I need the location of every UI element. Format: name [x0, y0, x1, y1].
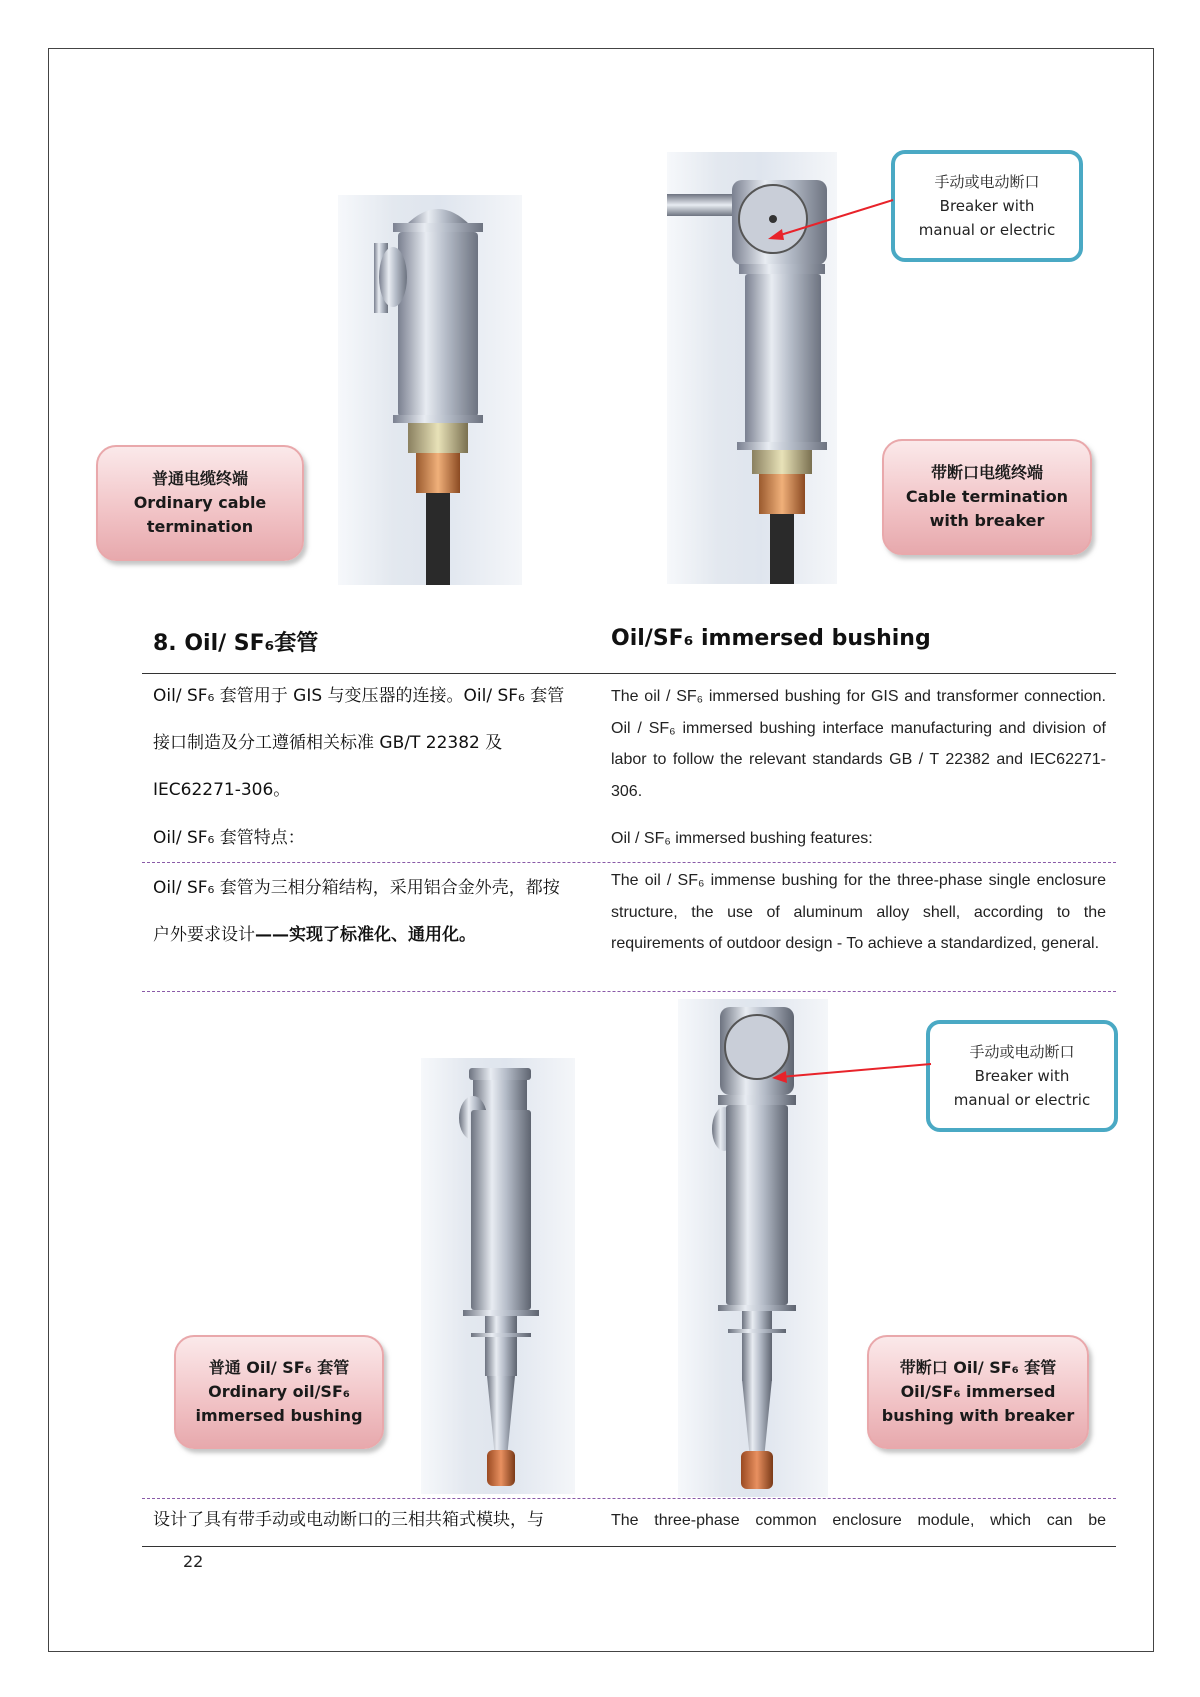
- label-line: Ordinary oil/SF₆: [208, 1382, 350, 1401]
- para3-zh: 设计了具有带手动或电动断口的三相共箱式模块，与: [153, 1510, 544, 1530]
- callout-line: manual or electric: [918, 221, 1056, 239]
- para1-zh-line: Oil/ SF₆ 套管用于 GIS 与变压器的连接。Oil/ SF₆ 套管: [153, 686, 565, 706]
- features-zh: Oil/ SF₆ 套管特点：: [153, 828, 305, 848]
- bushing-with-breaker-label: [867, 1335, 1089, 1449]
- callout-line: 手动或电动断口: [934, 173, 1040, 191]
- label-line: 普通 Oil/ SF₆ 套管: [208, 1358, 350, 1377]
- callout-line: Breaker with: [939, 197, 1035, 215]
- breaker-callout-bottom: [926, 1020, 1118, 1132]
- page-number: 22: [183, 1552, 204, 1571]
- label-line: Cable termination: [905, 487, 1069, 506]
- para2-zh-line: [153, 912, 598, 959]
- label-line: termination: [146, 517, 254, 536]
- section-title-en: Oil/SF₆ immersed bushing: [611, 626, 931, 651]
- para2-zh-normal: 户外要求设计: [153, 925, 255, 945]
- callout-arrow-bottom: [766, 1058, 936, 1090]
- callout-arrow-top: [760, 195, 900, 245]
- bottom-rule: [142, 1546, 1116, 1547]
- label-line: Oil/SF₆ immersed: [900, 1382, 1056, 1401]
- ordinary-bushing-label: [174, 1335, 384, 1449]
- divider-dashed: [142, 862, 1116, 863]
- label-line: Ordinary cable: [133, 493, 267, 512]
- ordinary-bushing-image: [421, 1058, 575, 1494]
- cable-termination-with-breaker-label: [882, 439, 1092, 555]
- para2-zh: [153, 865, 598, 959]
- para1-zh: [153, 673, 598, 814]
- label-line: immersed bushing: [195, 1406, 363, 1425]
- para2-zh-bold: ——实现了标准化、通用化。: [255, 925, 476, 945]
- label-line: 普通电缆终端: [151, 469, 248, 488]
- para2-zh-line: Oil/ SF₆ 套管为三相分箱结构，采用铝合金外壳，都按: [153, 878, 560, 898]
- ordinary-cable-termination-image: [338, 195, 522, 585]
- callout-line: manual or electric: [953, 1091, 1091, 1109]
- ordinary-cable-termination-label: [96, 445, 304, 561]
- para2-en: The oil / SF₆ immense bushing for the three-phase single enclosure structure, the use of aluminum alloy shell, according to the requirements of outdoor design - To achieve a standardized, general.: [611, 872, 1106, 952]
- para1-zh-line: IEC62271-306。: [153, 780, 291, 800]
- divider-dashed: [142, 991, 1116, 992]
- label-line: 带断口电缆终端: [930, 463, 1043, 482]
- para3-en: The three-phase common enclosure module, which can be: [611, 1512, 1106, 1529]
- label-line: with breaker: [929, 511, 1045, 530]
- callout-line: Breaker with: [974, 1067, 1070, 1085]
- breaker-callout-top: [891, 150, 1083, 262]
- callout-line: 手动或电动断口: [969, 1043, 1075, 1061]
- para1-zh-line: 接口制造及分工遵循相关标准 GB/T 22382 及: [153, 733, 503, 753]
- label-line: bushing with breaker: [881, 1406, 1075, 1425]
- label-line: 带断口 Oil/ SF₆ 套管: [899, 1358, 1057, 1377]
- features-en: Oil / SF₆ immersed bushing features:: [611, 830, 873, 847]
- para1-en: The oil / SF₆ immersed bushing for GIS and transformer connection. Oil / SF₆ immersed bushing interface manufacturing and division of labor to follow the relevant standards GB / T 22382 and IEC62271-306.: [611, 688, 1106, 800]
- section-title-zh: 8. Oil/ SF₆套管: [153, 631, 319, 656]
